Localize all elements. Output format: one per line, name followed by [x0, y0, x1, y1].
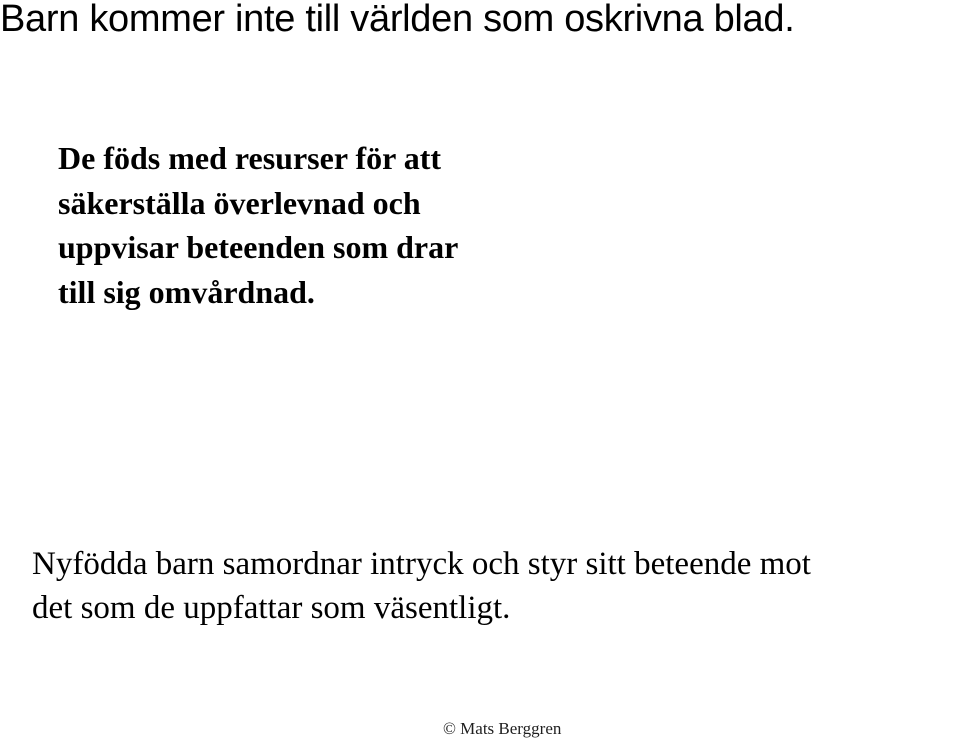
bold-paragraph-line: säkerställa överlevnad och [58, 184, 421, 221]
plain-paragraph [32, 542, 811, 630]
copyright-footer: © Mats Berggren [443, 719, 562, 738]
plain-paragraph-line: det som de uppfattar som väsentligt. [32, 590, 511, 626]
bold-paragraph-line: uppvisar beteenden som drar [58, 229, 459, 266]
plain-paragraph-line: Nyfödda barn samordnar intryck och styr sitt beteende mot [32, 546, 811, 582]
bold-paragraph-line: till sig omvårdnad. [58, 274, 315, 311]
bold-paragraph [58, 136, 458, 315]
bold-paragraph-line: De föds med resurser för att [58, 140, 442, 176]
slide-title: Barn kommer inte till världen som oskrivna blad. [0, 0, 795, 40]
